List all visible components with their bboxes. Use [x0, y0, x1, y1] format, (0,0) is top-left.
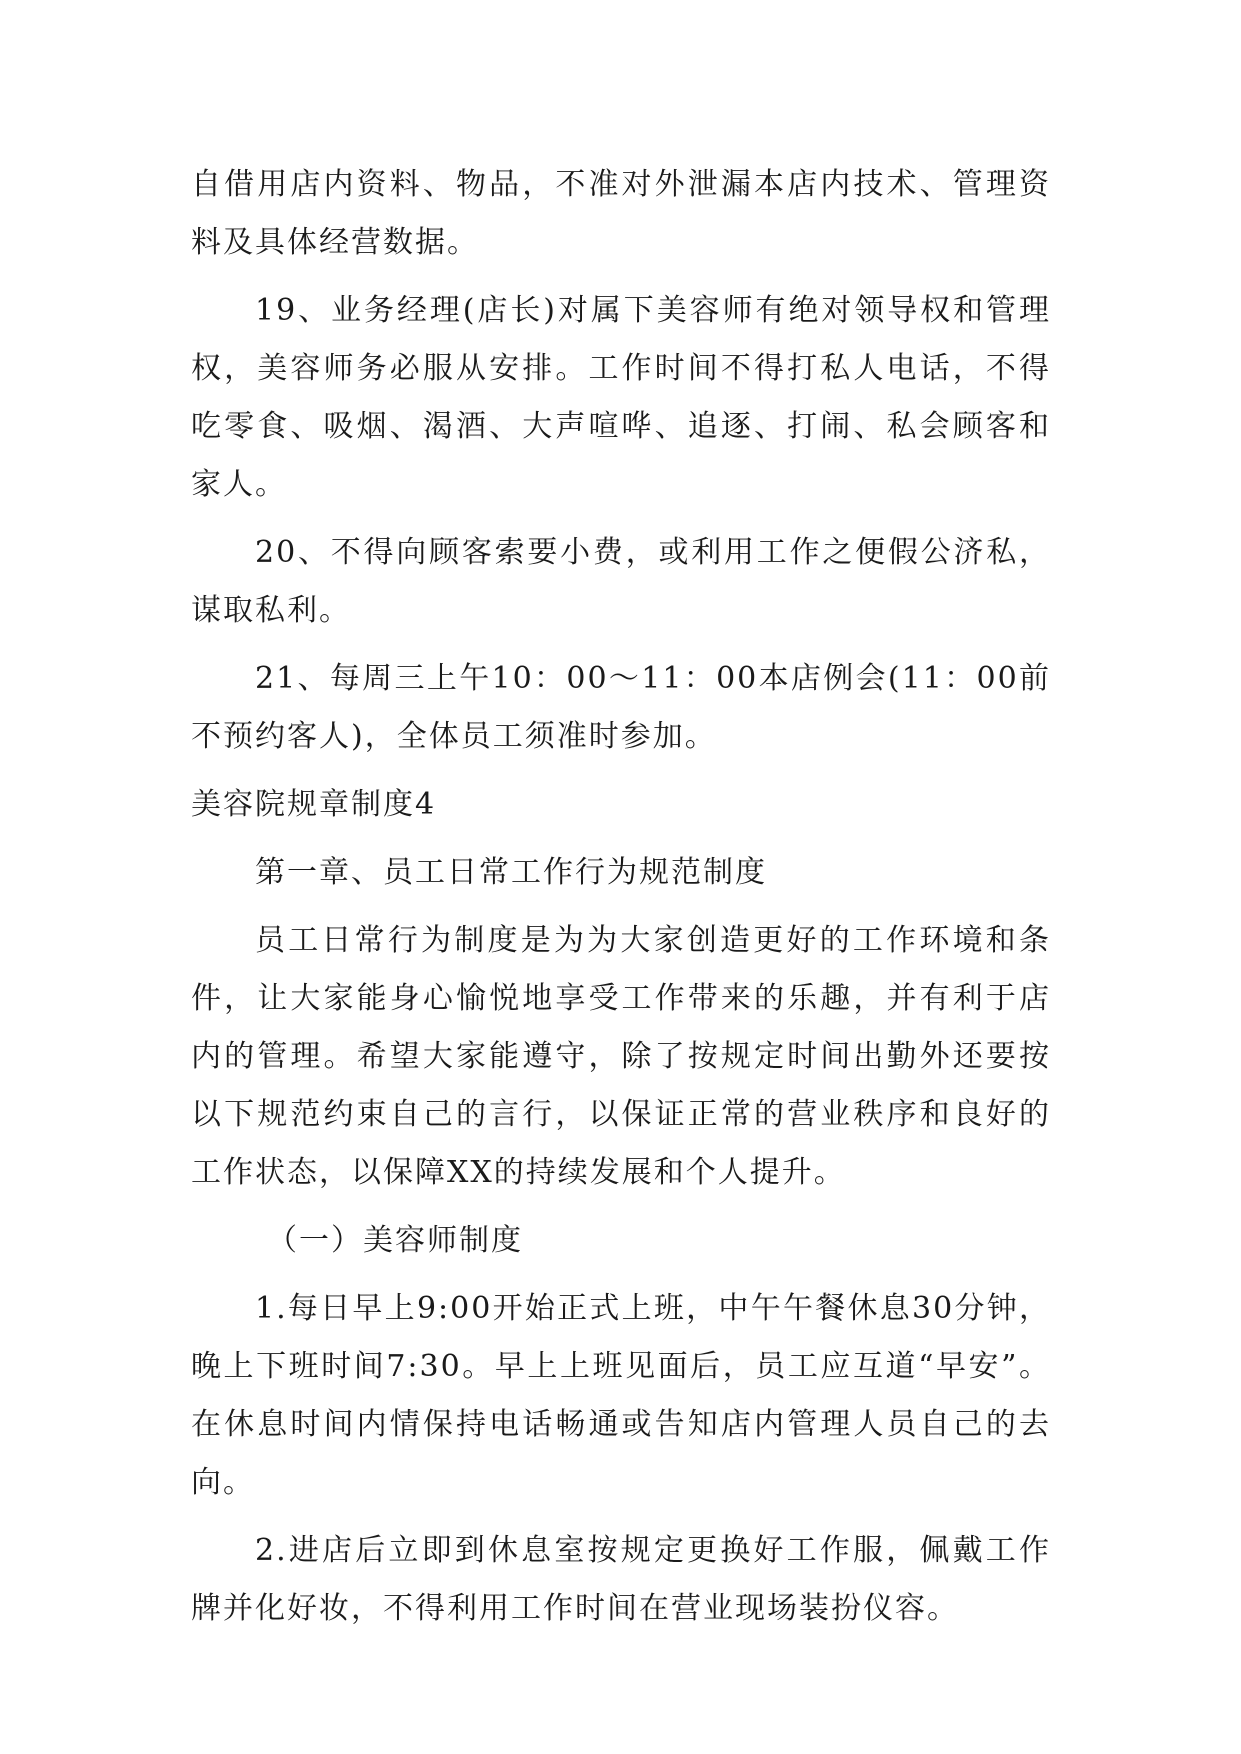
paragraph-item-2: 2.进店后立即到休息室按规定更换好工作服，佩戴工作牌并化好妆，不得利用工作时间在营业现场装扮仪容。 — [191, 1533, 1051, 1626]
paragraph-rule-19: 19、业务经理(店长)对属下美容师有绝对领导权和管理权，美容师务必服从安排。工作时间不得打私人电话，不得吃零食、吸烟、渴酒、大声喧哗、追逐、打闹、私会顾客和家人。 — [191, 293, 1051, 502]
section-heading: 美容院规章制度4 — [191, 787, 437, 822]
paragraph-item-1: 1.每日早上9:00开始正式上班，中午午餐休息30分钟，晚上下班时间7:30。早上上班见面后，员工应互道“早安”。在休息时间内情保持电话畅通或告知店内管理人员自己的去向。 — [191, 1291, 1051, 1500]
document-body — [191, 156, 1051, 1648]
chapter-heading: 第一章、员工日常工作行为规范制度 — [255, 855, 767, 890]
subsection-heading: （一）美容师制度 — [267, 1223, 523, 1258]
paragraph-18-continued: 自借用店内资料、物品，不准对外泄漏本店内技术、管理资料及具体经营数据。 — [191, 167, 1051, 260]
paragraph-intro: 员工日常行为制度是为为大家创造更好的工作环境和条件，让大家能身心愉悦地享受工作带来的乐趣，并有利于店内的管理。希望大家能遵守，除了按规定时间出勤外还要按以下规范约束自己的言行，以保证正常的营业秩序和良好的工作状态，以保障XX的持续发展和个人提升。 — [191, 923, 1051, 1190]
paragraph-rule-20: 20、不得向顾客索要小费，或利用工作之便假公济私，谋取私利。 — [191, 535, 1051, 628]
paragraph-rule-21: 21、每周三上午10：00～11：00本店例会(11：00前不预约客人)，全体员工须准时参加。 — [191, 661, 1051, 754]
